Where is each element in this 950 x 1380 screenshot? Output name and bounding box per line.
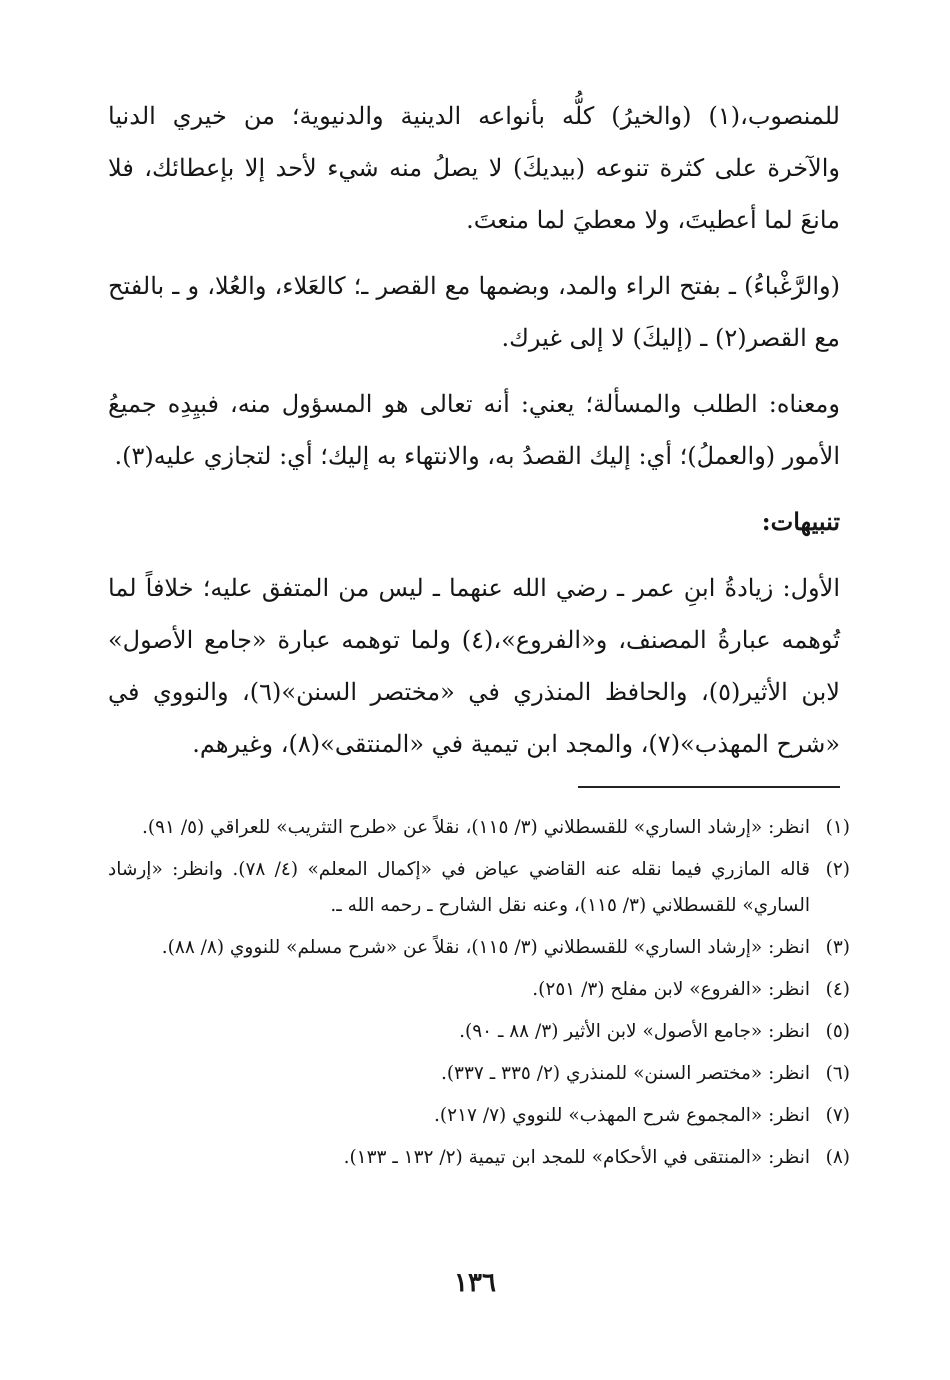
footnote-8 bbox=[108, 1140, 850, 1176]
paragraph-2: (والرَّغْباءُ) ـ بفتح الراء والمد، وبضمها مع القصر ـ؛ كالعَلاء، والعُلا، و ـ بالفتح مع القصر(٢) ـ (إليكَ) لا إلى غيرك. bbox=[108, 272, 840, 352]
footnote-text: انظر: «جامع الأصول» لابن الأثير (٣/ ٨٨ ـ ٩٠). bbox=[459, 1021, 810, 1042]
footnote-text: انظر: «إرشاد الساري» للقسطلاني (٣/ ١١٥)، نقلاً عن «طرح التثريب» للعراقي (٥/ ٩١). bbox=[141, 817, 810, 838]
footnote-3 bbox=[108, 930, 850, 966]
footnote-6 bbox=[108, 1056, 850, 1092]
footnote-number: (٦) bbox=[825, 1063, 850, 1084]
footnote-2 bbox=[108, 852, 850, 924]
main-text bbox=[108, 90, 840, 784]
footnote-number: (٧) bbox=[825, 1105, 850, 1126]
section-heading: تنبيهات: bbox=[761, 507, 840, 536]
footnote-4 bbox=[108, 972, 850, 1008]
footnote-number: (٨) bbox=[825, 1147, 850, 1168]
footnote-separator bbox=[578, 786, 840, 788]
paragraph-3: ومعناه: الطلب والمسألة؛ يعني: أنه تعالى هو المسؤول منه، فبيِدِه جميعُ الأمور (والعملُ)؛ أي: إليك القصدُ به، والانتهاء به إليك؛ أي: لتجازي عليه(٣). bbox=[108, 390, 840, 470]
footnote-5 bbox=[108, 1014, 850, 1050]
footnote-number: (٢) bbox=[825, 859, 850, 880]
footnote-number: (٤) bbox=[825, 979, 850, 1000]
footnote-text: انظر: «المنتقى في الأحكام» للمجد ابن تيمية (٢/ ١٣٢ ـ ١٣٣). bbox=[343, 1147, 810, 1168]
footnote-text: انظر: «المجموع شرح المهذب» للنووي (٧/ ٢١٧). bbox=[434, 1105, 810, 1126]
paragraph-1: للمنصوب،(١) (والخيرُ) كلُّه بأنواعه الدينية والدنيوية؛ من خيري الدنيا والآخرة على كثرة تنوعه (بيديكَ) لا يصلُ منه شيء لأحد إلا بإعطائك، فلا مانعَ لما أعطيتَ، ولا معطيَ لما منعتَ. bbox=[108, 102, 840, 234]
footnote-number: (٣) bbox=[825, 937, 850, 958]
footnote-number: (٥) bbox=[825, 1021, 850, 1042]
footnote-text: انظر: «إرشاد الساري» للقسطلاني (٣/ ١١٥)، نقلاً عن «شرح مسلم» للنووي (٨/ ٨٨). bbox=[161, 937, 810, 958]
footnote-1 bbox=[108, 810, 850, 846]
footnote-text: انظر: «الفروع» لابن مفلح (٣/ ٢٥١). bbox=[532, 979, 810, 1000]
footnote-text: قاله المازري فيما نقله عنه القاضي عياض في «إكمال المعلم» (٤/ ٧٨). وانظر: «إرشاد الساري» للقسطلاني (٣/ ١١٥)، وعنه نقل الشارح ـ رحمه الله ـ. bbox=[108, 859, 811, 916]
footnotes-list bbox=[108, 810, 850, 1182]
footnote-7 bbox=[108, 1098, 850, 1134]
footnote-text: انظر: «مختصر السنن» للمنذري (٢/ ٣٣٥ ـ ٣٣٧). bbox=[440, 1063, 810, 1084]
footnote-number: (١) bbox=[825, 817, 850, 838]
paragraph-4: الأول: زيادةُ ابنِ عمر ـ رضي الله عنهما ـ ليس من المتفق عليه؛ خلافاً لما تُوهمه عبارةُ المصنف، و«الفروع»،(٤) ولما توهمه عبارة «جامع الأصول» لابن الأثير(٥)، والحافظ المنذري في «مختصر السنن»(٦)، والنووي في «شرح المهذب»(٧)، والمجد ابن تيمية في «المنتقى»(٨)، وغيرهم. bbox=[108, 574, 841, 758]
page-number: ١٣٦ bbox=[454, 1268, 496, 1298]
